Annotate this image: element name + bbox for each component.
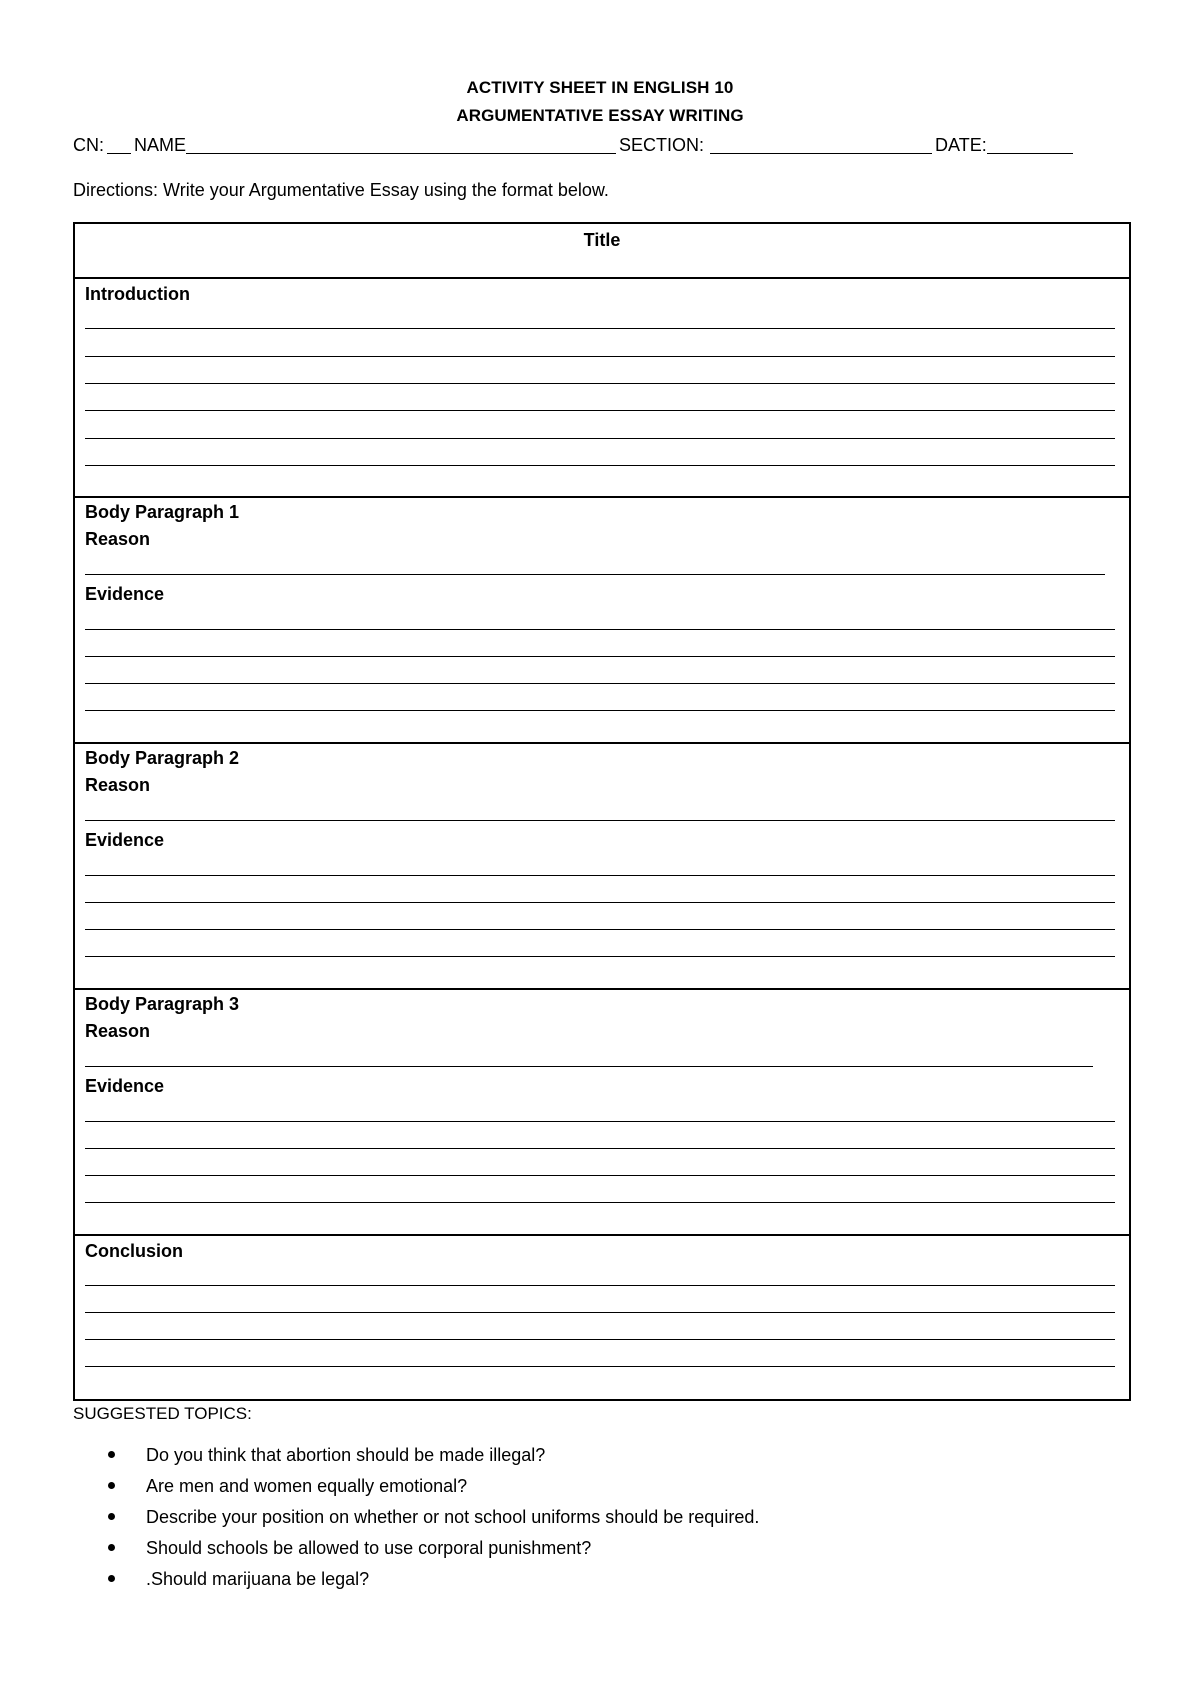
list-item	[108, 1443, 759, 1474]
suggested-topics-heading: SUGGESTED TOPICS:	[73, 1404, 252, 1423]
list-item	[108, 1567, 759, 1598]
evidence-label: Evidence	[85, 830, 165, 850]
writing-line[interactable]	[85, 328, 1115, 329]
body-paragraph-2-heading: Body Paragraph 2	[85, 748, 240, 768]
writing-line[interactable]	[85, 410, 1115, 411]
date-label: DATE:	[935, 135, 987, 155]
topic-text: Do you think that abortion should be made illegal?	[146, 1445, 546, 1465]
cn-label: CN:	[73, 135, 104, 155]
writing-line[interactable]	[85, 438, 1115, 439]
writing-line[interactable]	[85, 656, 1115, 657]
body-paragraph-2-section	[75, 744, 1129, 990]
cn-field[interactable]	[107, 137, 131, 154]
writing-line[interactable]	[85, 1285, 1115, 1286]
sheet-subtitle: ARGUMENTATIVE ESSAY WRITING	[456, 106, 744, 125]
reason-label: Reason	[85, 775, 151, 795]
sheet-title: ACTIVITY SHEET IN ENGLISH 10	[466, 78, 734, 97]
reason-line[interactable]	[85, 574, 1105, 575]
directions-text: Write your Argumentative Essay using the format below.	[163, 180, 609, 200]
writing-line[interactable]	[85, 1339, 1115, 1340]
section-field[interactable]	[710, 137, 932, 154]
essay-form	[73, 222, 1131, 1401]
reason-label: Reason	[85, 1021, 151, 1041]
writing-line[interactable]	[85, 1148, 1115, 1149]
reason-label: Reason	[85, 529, 151, 549]
writing-line[interactable]	[85, 683, 1115, 684]
writing-line[interactable]	[85, 1312, 1115, 1313]
writing-line[interactable]	[85, 465, 1115, 466]
evidence-label: Evidence	[85, 1076, 165, 1096]
writing-line[interactable]	[85, 956, 1115, 957]
bullet-icon	[108, 1575, 115, 1582]
body-paragraph-1-heading: Body Paragraph 1	[85, 502, 240, 522]
student-info-line	[73, 135, 1076, 156]
bullet-icon	[108, 1544, 115, 1551]
date-field[interactable]	[987, 137, 1073, 154]
writing-line[interactable]	[85, 1366, 1115, 1367]
evidence-label: Evidence	[85, 584, 165, 604]
bullet-icon	[108, 1451, 115, 1458]
writing-line[interactable]	[85, 383, 1115, 384]
topic-text: .Should marijuana be legal?	[146, 1569, 370, 1589]
conclusion-section	[75, 1236, 1129, 1399]
reason-line[interactable]	[85, 820, 1115, 821]
suggested-topics-list	[108, 1443, 759, 1598]
bullet-icon	[108, 1482, 115, 1489]
writing-line[interactable]	[85, 929, 1115, 930]
body-paragraph-3-heading: Body Paragraph 3	[85, 994, 240, 1014]
topic-text: Describe your position on whether or not school uniforms should be required.	[146, 1507, 760, 1527]
section-label: SECTION:	[619, 135, 705, 155]
name-field[interactable]	[186, 137, 616, 154]
body-paragraph-1-section	[75, 498, 1129, 744]
title-label: Title	[583, 230, 621, 250]
writing-line[interactable]	[85, 902, 1115, 903]
directions	[73, 180, 609, 201]
body-paragraph-3-section	[75, 990, 1129, 1236]
writing-line[interactable]	[85, 1202, 1115, 1203]
writing-line[interactable]	[85, 629, 1115, 630]
name-label: NAME	[134, 135, 187, 155]
writing-line[interactable]	[85, 356, 1115, 357]
list-item	[108, 1474, 759, 1505]
bullet-icon	[108, 1513, 115, 1520]
conclusion-label: Conclusion	[85, 1241, 183, 1261]
list-item	[108, 1505, 759, 1536]
writing-line[interactable]	[85, 710, 1115, 711]
title-section[interactable]	[75, 224, 1129, 279]
topic-text: Are men and women equally emotional?	[146, 1476, 468, 1496]
list-item	[108, 1536, 759, 1567]
writing-line[interactable]	[85, 875, 1115, 876]
introduction-label: Introduction	[85, 284, 190, 304]
topic-text: Should schools be allowed to use corporal punishment?	[146, 1538, 592, 1558]
introduction-section	[75, 279, 1129, 498]
reason-line[interactable]	[85, 1066, 1093, 1067]
writing-line[interactable]	[85, 1175, 1115, 1176]
writing-line[interactable]	[85, 1121, 1115, 1122]
directions-label: Directions:	[73, 180, 159, 200]
